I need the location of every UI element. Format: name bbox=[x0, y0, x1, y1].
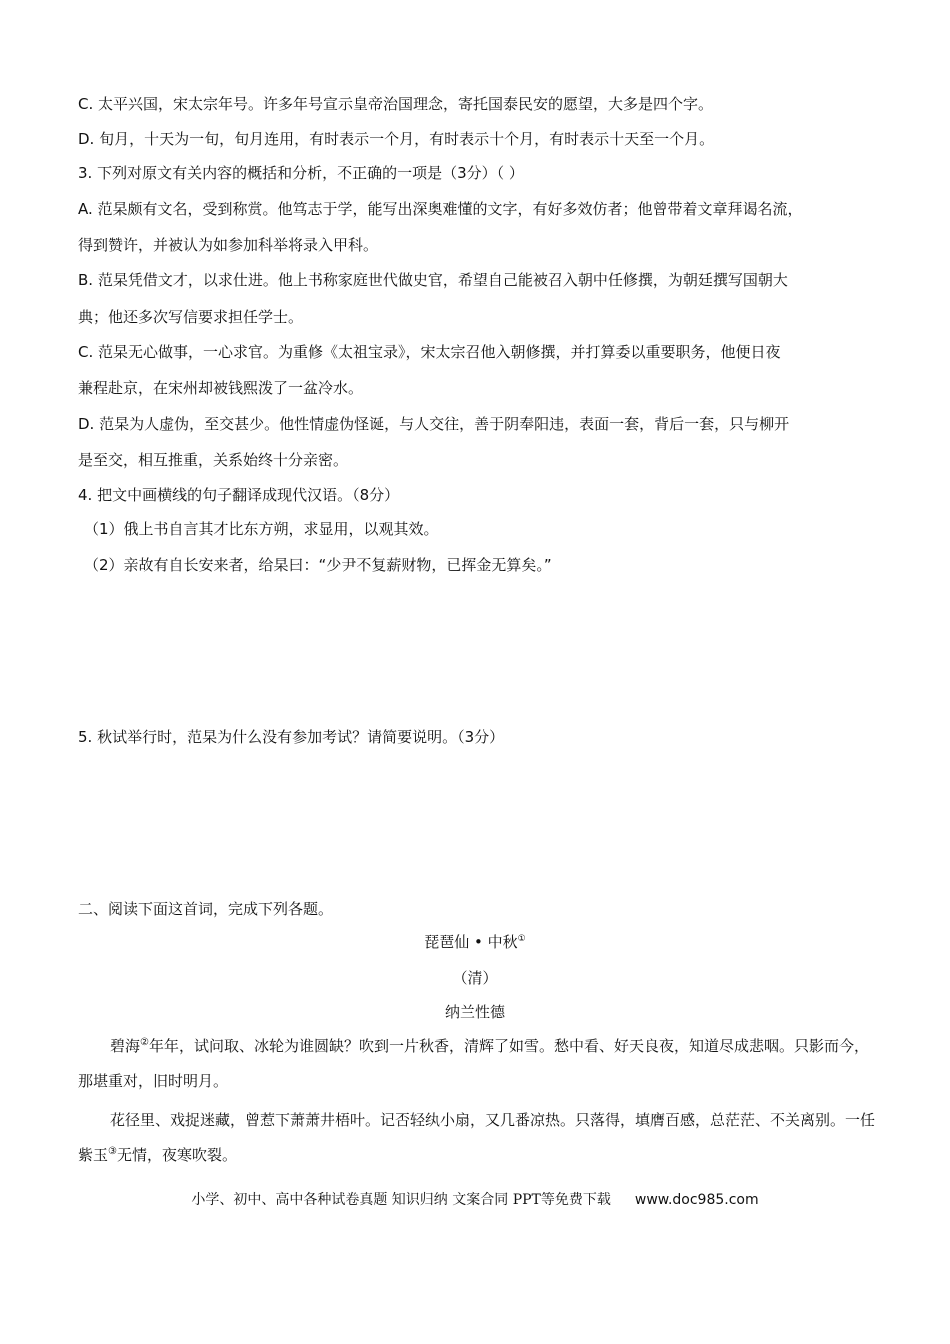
poem-dynasty: （清） bbox=[452, 969, 498, 987]
section-heading: 二、阅读下面这首词，完成下列各题。 bbox=[78, 900, 334, 918]
footer bbox=[0, 1190, 950, 1210]
q4-sentence-1: （1）俄上书自言其才比东方朔，求显用，以观其效。 bbox=[84, 520, 439, 538]
stanza-text: 碧海 bbox=[110, 1037, 141, 1055]
footer-url[interactable]: www.doc985.com bbox=[634, 1192, 759, 1208]
poem-stanza-1 bbox=[78, 1029, 878, 1099]
q3-option-a-line1: A. 范杲颇有文名，受到称赏。他笃志于学，能写出深奥难懂的文字，有好多效仿者；他曾带着文章拜谒名流， bbox=[78, 200, 803, 218]
stanza-text: 无情，夜寒吹裂。 bbox=[116, 1146, 237, 1164]
q2-option-c: C. 太平兴国，宋太宗年号。许多年号宣示皇帝治国理念，寄托国泰民安的愿望，大多是四个字。 bbox=[78, 95, 714, 113]
q3-stem: 3. 下列对原文有关内容的概括和分析，不正确的一项是（3分）（ ） bbox=[78, 164, 524, 182]
stanza-text: 年年，试问取、冰轮为谁圆缺？吹到一片秋香，清辉了如雪。愁中看、好天良夜，知道尽成悲咽。只影而今，那堪重对，旧时明月。 bbox=[78, 1037, 869, 1090]
q3-option-c-line1: C. 范杲无心做事，一心求官。为重修《太祖宝录》，宋太宗召他入朝修撰，并打算委以重要职务，他便日夜 bbox=[78, 343, 781, 361]
q4-sentence-2: （2）亲故有自长安来者，给杲曰：“少尹不复薪财物，已挥金无算矣。” bbox=[84, 556, 552, 574]
q3-option-d-line1: D. 范杲为人虚伪，至交甚少。他性情虚伪怪诞，与人交往，善于阴奉阳违，表面一套，背后一套，只与柳开 bbox=[78, 415, 790, 433]
q3-option-b-line2: 典；他还多次写信要求担任学士。 bbox=[78, 308, 304, 326]
poem-title-text: 琵琶仙 • 中秋 bbox=[424, 933, 518, 951]
q2-option-d: D. 旬月，十天为一旬，旬月连用，有时表示一个月，有时表示十个月，有时表示十天至一个月。 bbox=[78, 130, 715, 148]
q4-stem: 4. 把文中画横线的句子翻译成现代汉语。（8分） bbox=[78, 486, 400, 504]
poem-stanza-2 bbox=[78, 1103, 878, 1173]
poem-author: 纳兰性德 bbox=[444, 1003, 505, 1021]
footer-text: 小学、初中、高中各种试卷真题 知识归纳 文案合同 PPT等免费下载 bbox=[191, 1192, 611, 1208]
footnote-marker: ② bbox=[140, 1037, 149, 1048]
poem-title bbox=[0, 932, 950, 952]
stanza-text: 花径里、戏捉迷藏，曾惹下萧萧井梧叶。记否轻纨小扇，又几番凉热。只落得，填膺百感，总茫茫、不关离别。一任紫玉 bbox=[78, 1111, 876, 1164]
q3-option-c-line2: 兼程赴京，在宋州却被钱熙泼了一盆冷水。 bbox=[78, 379, 364, 397]
q3-option-b-line1: B. 范杲凭借文才，以求仕进。他上书称家庭世代做史官，希望自己能被召入朝中任修撰，为朝廷撰写国朝大 bbox=[78, 271, 788, 289]
footnote-marker: ③ bbox=[108, 1146, 117, 1157]
q3-option-a-line2: 得到赞许，并被认为如参加科举将录入甲科。 bbox=[78, 236, 379, 254]
q5-stem: 5. 秋试举行时，范杲为什么没有参加考试？请简要说明。（3分） bbox=[78, 728, 505, 746]
footnote-marker: ① bbox=[517, 934, 526, 944]
q3-option-d-line2: 是至交，相互推重，关系始终十分亲密。 bbox=[78, 451, 349, 469]
